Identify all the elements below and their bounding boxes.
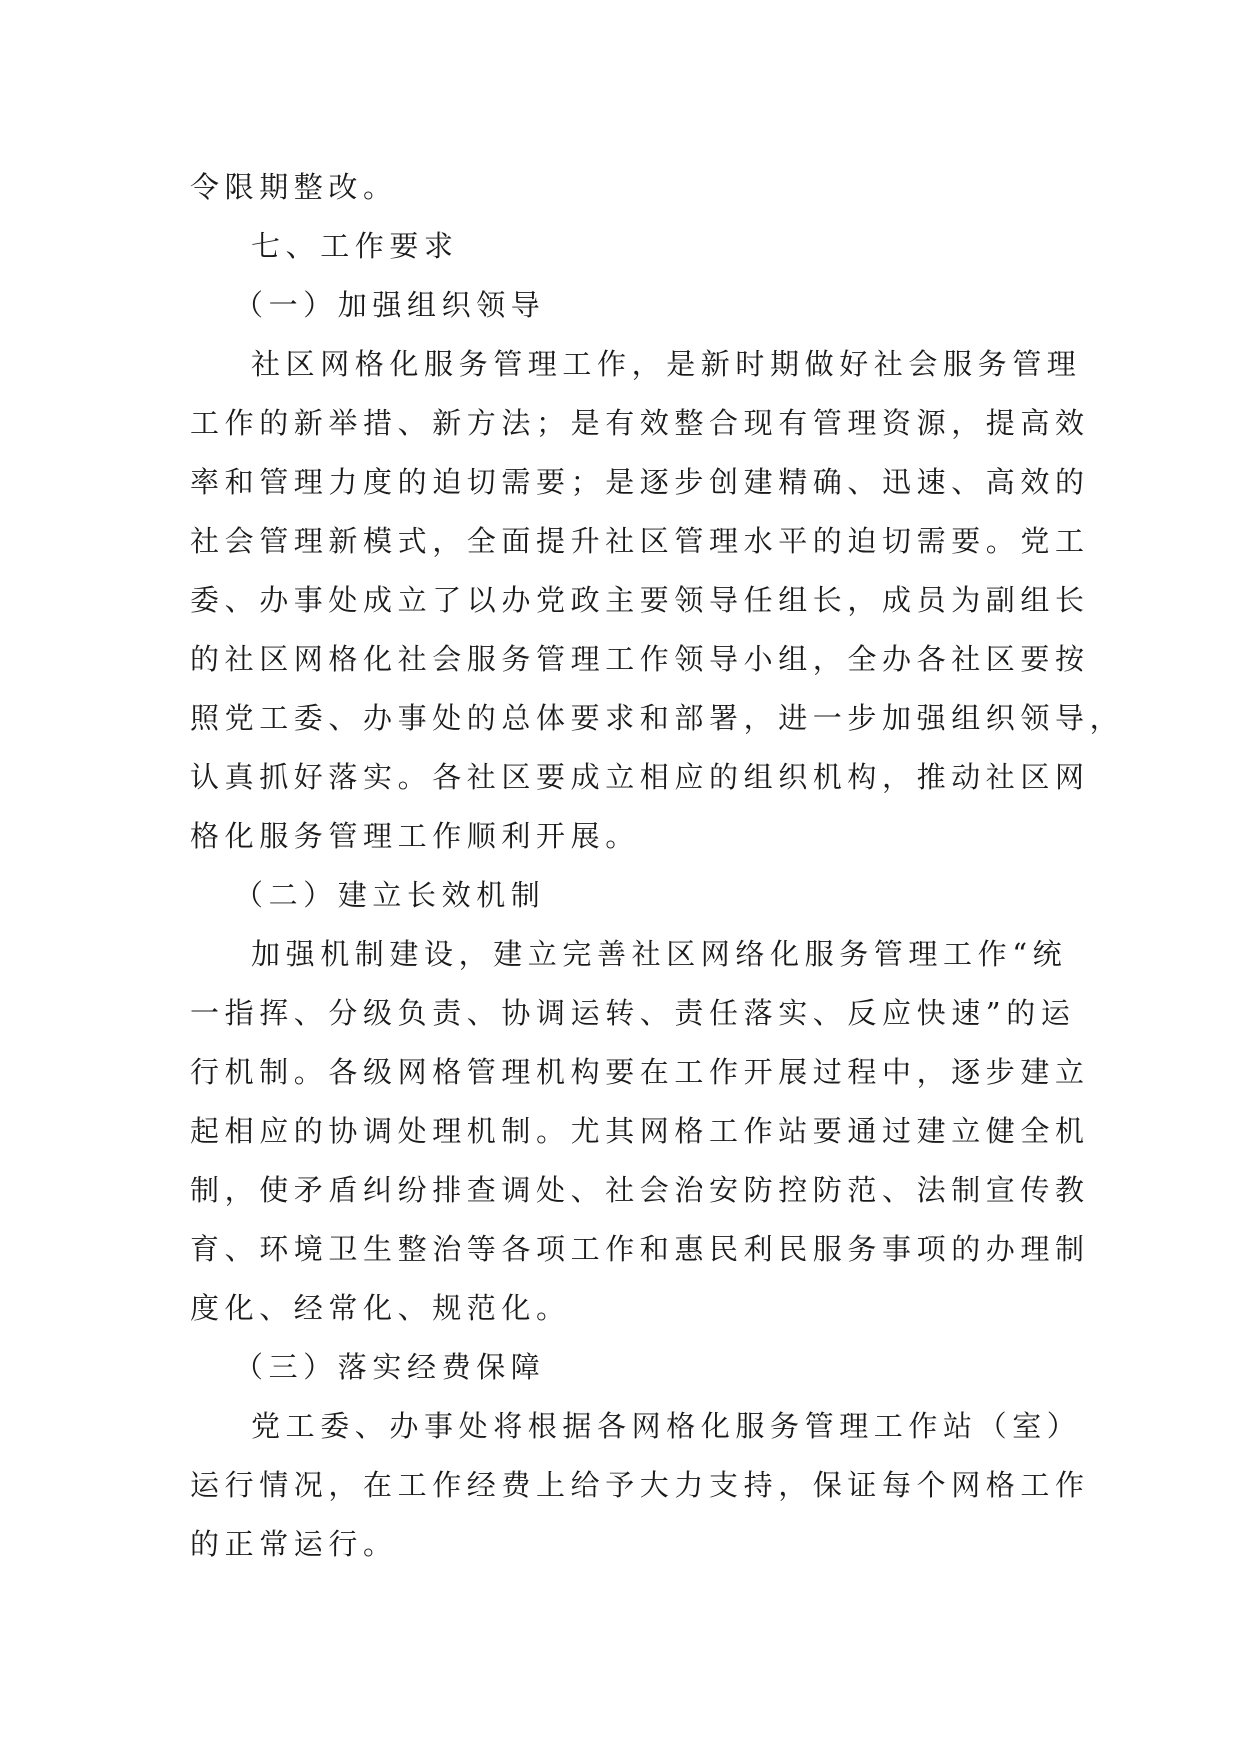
paragraph-line: 运行情况，在工作经费上给予大力支持，保证每个网格工作 (190, 1468, 1090, 1502)
paragraph-line: 的正常运行。 (190, 1527, 398, 1561)
subsection-heading: （三）落实经费保障 (234, 1350, 546, 1384)
paragraph-line: 起相应的协调处理机制。尤其网格工作站要通过建立健全机 (190, 1114, 1090, 1148)
document-body (190, 158, 1125, 1574)
paragraph-line: 一指挥、分级负责、协调运转、责任落实、反应快速”的运 (190, 996, 1076, 1030)
paragraph-line: 育、环境卫生整治等各项工作和惠民利民服务事项的办理制 (190, 1232, 1090, 1266)
paragraph-line: 行机制。各级网格管理机构要在工作开展过程中，逐步建立 (190, 1055, 1090, 1089)
paragraph-line: 格化服务管理工作顺利开展。 (190, 819, 640, 853)
subsection-heading: （二）建立长效机制 (234, 878, 546, 912)
subsection-heading: （一）加强组织领导 (234, 288, 546, 322)
section-heading: 七、工作要求 (251, 229, 459, 263)
paragraph-line: 党工委、办事处将根据各网格化服务管理工作站（室） (251, 1409, 1082, 1443)
paragraph-line: 加强机制建设，建立完善社区网络化服务管理工作“统 (251, 937, 1068, 971)
text-line: 令限期整改。 (190, 170, 398, 204)
paragraph-line: 社会管理新模式，全面提升社区管理水平的迫切需要。党工 (190, 524, 1090, 558)
paragraph-line: 社区网格化服务管理工作，是新时期做好社会服务管理 (251, 347, 1082, 381)
paragraph-line: 的社区网格化社会服务管理工作领导小组，全办各社区要按 (190, 642, 1090, 676)
paragraph-line: 认真抓好落实。各社区要成立相应的组织机构，推动社区网 (190, 760, 1090, 794)
paragraph-line: 率和管理力度的迫切需要；是逐步创建精确、迅速、高效的 (190, 465, 1090, 499)
paragraph-line: 度化、经常化、规范化。 (190, 1291, 571, 1325)
paragraph-line: 照党工委、办事处的总体要求和部署，进一步加强组织领导， (190, 701, 1125, 735)
paragraph-line: 工作的新举措、新方法；是有效整合现有管理资源，提高效 (190, 406, 1090, 440)
paragraph-line: 制，使矛盾纠纷排查调处、社会治安防控防范、法制宣传教 (190, 1173, 1090, 1207)
paragraph-line: 委、办事处成立了以办党政主要领导任组长，成员为副组长 (190, 583, 1090, 617)
